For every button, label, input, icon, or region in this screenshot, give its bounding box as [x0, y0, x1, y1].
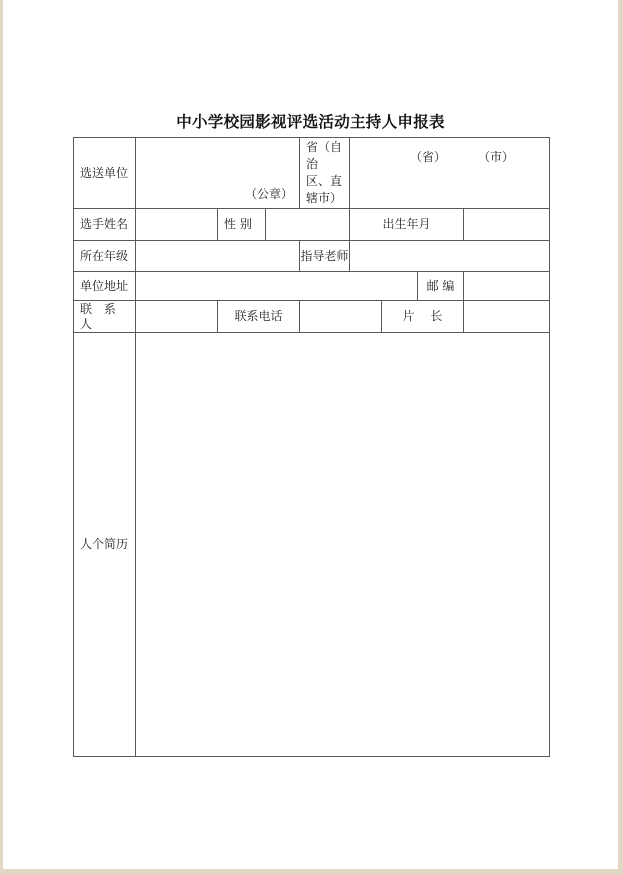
contact-person-field[interactable] — [136, 301, 218, 333]
resume-label: 人个简历 — [74, 333, 136, 757]
city-note: （市） — [478, 150, 515, 164]
phone-field[interactable] — [300, 301, 382, 333]
seal-note: （公章） — [245, 187, 294, 201]
teacher-field[interactable] — [350, 241, 550, 272]
address-label: 单位地址 — [74, 272, 136, 301]
row-resume — [74, 333, 550, 757]
film-length-field[interactable] — [464, 301, 550, 333]
birth-date-label: 出生年月 — [350, 209, 464, 241]
province-city-field[interactable] — [350, 138, 550, 209]
teacher-label: 指导老师 — [300, 241, 350, 272]
row-grade — [74, 241, 550, 272]
region-label-line2: 区、直辖市） — [306, 174, 343, 205]
postcode-label: 邮 编 — [418, 272, 464, 301]
contact-person-label: 联 系 人 — [74, 301, 136, 333]
row-contact — [74, 301, 550, 333]
gender-field[interactable] — [266, 209, 350, 241]
postcode-field[interactable] — [464, 272, 550, 301]
region-label — [300, 138, 350, 209]
grade-label: 所在年级 — [74, 241, 136, 272]
unit-field[interactable] — [136, 138, 300, 209]
contestant-name-label: 选手姓名 — [74, 209, 136, 241]
gender-label: 性 别 — [218, 209, 266, 241]
province-note: （省） — [410, 150, 447, 164]
form-title: 中小学校园影视评选活动主持人申报表 — [176, 113, 445, 131]
unit-label: 选送单位 — [74, 138, 136, 209]
film-length-label: 片 长 — [382, 301, 464, 333]
region-label-line1: 省（自治 — [306, 140, 343, 171]
grade-field[interactable] — [136, 241, 300, 272]
row-address — [74, 272, 550, 301]
application-form-table — [73, 137, 550, 757]
birth-date-field[interactable] — [464, 209, 550, 241]
resume-field[interactable] — [136, 333, 550, 757]
row-unit — [74, 138, 550, 209]
contestant-name-field[interactable] — [136, 209, 218, 241]
address-field[interactable] — [136, 272, 418, 301]
document-page — [3, 0, 618, 869]
row-contestant — [74, 209, 550, 241]
phone-label: 联系电话 — [218, 301, 300, 333]
